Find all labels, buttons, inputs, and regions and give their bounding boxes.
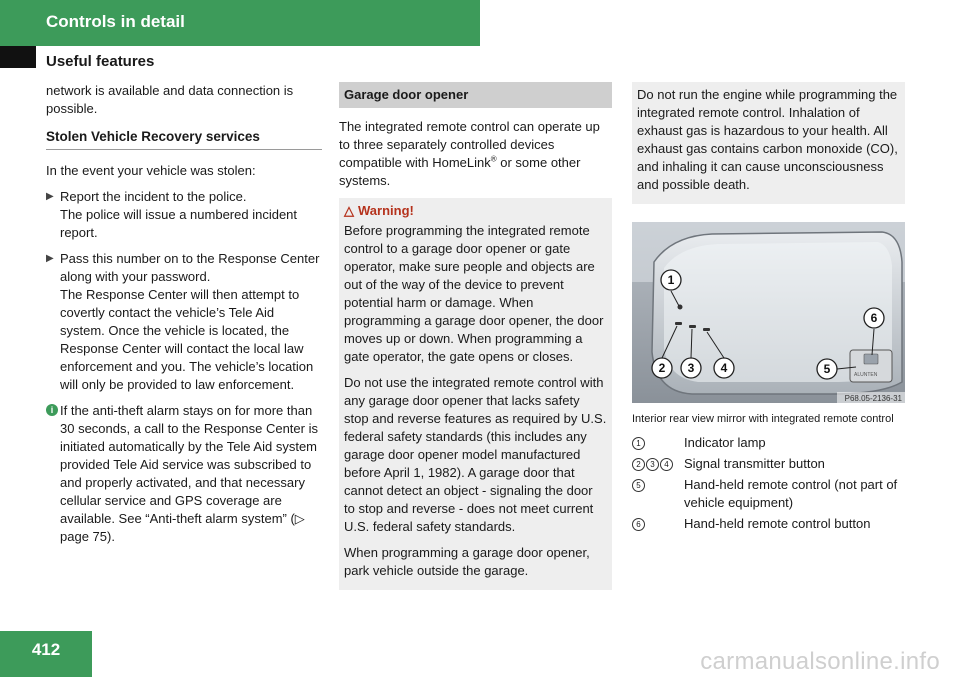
hand-held-remote xyxy=(850,350,892,382)
column-right xyxy=(632,82,905,536)
arrow-bullet-icon: ▶ xyxy=(46,191,54,202)
step-text: Report the incident to the police. The police will issue a numbered incident report. xyxy=(60,189,298,240)
info-text: If the anti-theft alarm stays on for more than 30 seconds, a call to the Response Center is initiated automatically by the Tele Aid system provided Tele Aid service was subscribed to and properly activated, and that necessary cellular service and GPS coverage are available. See “Anti-theft alarm system” (▷ page 75). xyxy=(60,403,318,544)
legend-text: Indicator lamp xyxy=(684,435,766,450)
legend-row xyxy=(632,455,905,473)
legend-text: Hand-held remote control (not part of vehicle equipment) xyxy=(684,477,898,510)
section-title: Useful features xyxy=(46,53,155,70)
callout-number: 2 xyxy=(632,458,645,471)
callout-number: 1 xyxy=(632,437,645,450)
callout-6: 6 xyxy=(870,311,878,325)
stolen-vehicle-heading: Stolen Vehicle Recovery services xyxy=(46,128,322,150)
signal-button-2 xyxy=(689,325,696,328)
legend-key xyxy=(632,515,684,533)
callout-number: 6 xyxy=(632,518,645,531)
info-note xyxy=(46,402,322,546)
info-icon: i xyxy=(46,404,58,416)
figure-caption: Interior rear view mirror with integrated remote control xyxy=(632,413,894,425)
legend-text: Signal transmitter button xyxy=(684,456,825,471)
warning-paragraph: Before programming the integrated remote control to a garage door opener or gate operator, make sure people and objects are out of the way of the device to prevent potential harm or damage. When programming a garage door opener, the door moves up or down. When programming a gate operator, the gate opens or closes. xyxy=(344,223,604,364)
column-middle xyxy=(339,82,612,590)
intro-text: The integrated remote control can operate up to three separately controlled devices compatible with HomeLink xyxy=(339,119,600,170)
legend-row xyxy=(632,515,905,533)
legend-row xyxy=(632,476,905,512)
callout-2: 2 xyxy=(658,361,666,375)
legend-text: Hand-held remote control button xyxy=(684,516,871,531)
callout-5: 5 xyxy=(823,362,831,376)
callout-number: 3 xyxy=(646,458,659,471)
step-text: Pass this number on to the Response Center along with your password. The Response Center will then attempt to covertly contact the vehicle’s Tele Aid system. Once the vehicle is located, the Response Center will contact the local law enforcement and you. The vehicle’s location will only be provided to law enforcement. xyxy=(60,251,320,392)
warning-continued-text: Do not run the engine while programming the integrated remote control. Inhalation of exhaust gas is hazardous to your health. All exhaust gas contains carbon monoxide (CO), and inhaling it can cause unconsciousness and possible death. xyxy=(637,87,898,192)
callout-4: 4 xyxy=(720,361,728,375)
legend-key xyxy=(632,476,684,512)
intro-text-end: or some other systems. xyxy=(339,155,581,188)
registered-mark: ® xyxy=(490,154,497,164)
signal-button-1 xyxy=(675,322,682,325)
legend-key xyxy=(632,434,684,452)
mirror-figure xyxy=(632,222,905,403)
step-report-police xyxy=(46,188,322,242)
watermark: carmanualsonline.info xyxy=(700,648,940,675)
column-left xyxy=(46,82,322,546)
warning-triangle-icon: △ xyxy=(344,203,354,218)
remote-label: ALUNTEN xyxy=(854,372,878,378)
page-number: 412 xyxy=(31,640,61,659)
legend-key xyxy=(632,455,684,473)
section-tab-marker xyxy=(0,46,36,68)
intro-paragraph: network is available and data connection is possible. xyxy=(46,83,294,116)
callout-3: 3 xyxy=(687,361,695,375)
warning-title: Warning! xyxy=(358,203,414,218)
callout-number: 4 xyxy=(660,458,673,471)
warning-title-row xyxy=(344,202,607,220)
garage-door-heading: Garage door opener xyxy=(339,82,612,108)
chapter-title: Controls in detail xyxy=(46,12,185,31)
stolen-lead: In the event your vehicle was stolen: xyxy=(46,163,256,178)
signal-button-3 xyxy=(703,328,710,331)
garage-intro xyxy=(339,118,612,190)
warning-box xyxy=(339,198,612,590)
arrow-bullet-icon: ▶ xyxy=(46,253,54,264)
warning-paragraph: Do not use the integrated remote control with any garage door opener that lacks safety stop and reverse features as required by U.S. federal safety standards (this includes any garage door opener model manufactured before April 1, 1982). A garage door that cannot detect an object - signaling the door to stop and reverse - does not meet current U.S. federal safety standards. xyxy=(344,375,607,534)
callout-number: 5 xyxy=(632,479,645,492)
step-response-center xyxy=(46,250,322,394)
legend-row xyxy=(632,434,905,452)
figure-code: P68.05-2136-31 xyxy=(844,394,902,403)
callout-1: 1 xyxy=(667,273,675,287)
warning-paragraph: When programming a garage door opener, park vehicle outside the garage. xyxy=(344,545,590,578)
warning-continued-box xyxy=(632,82,905,204)
